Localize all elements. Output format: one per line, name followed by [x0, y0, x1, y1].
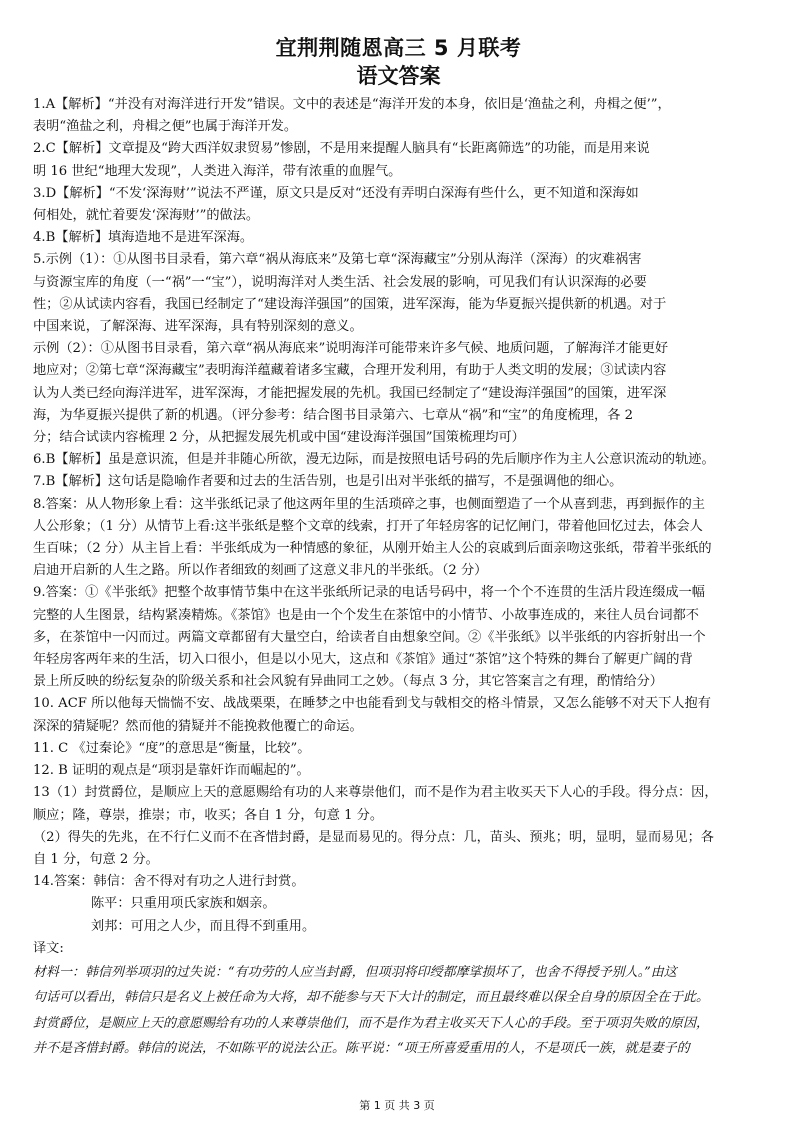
answer-14-details	[33, 893, 764, 937]
answer-line: 完整的人生图景，结构紧凑精炼。《茶馆》也是由一个个发生在茶馆中的小情节、小故事连成的，来往人员台词都不	[33, 607, 699, 623]
answer-line: 刘邦：可用之人少，而且得不到重用。	[91, 918, 316, 934]
translation-label: 译文:	[33, 940, 64, 956]
answer-line: 性；②从试读内容看，我国已经制定了“建设海洋强国”的国策，进军深海，能为华夏振兴提供新的机遇。对于	[33, 296, 667, 312]
answer-line: 启迪开启新的人生之路。所以作者细致的刻画了这意义非凡的半张纸。（2 分）	[33, 563, 488, 579]
answer-line: 自 1 分，句意 2 分。	[33, 851, 159, 867]
answer-line: 表明“渔盐之利，舟楫之便”也属于海洋开发。	[33, 119, 298, 135]
exam-title: 宜荆荆随恩高三 5 月联考	[275, 36, 522, 60]
answer-body	[33, 94, 764, 893]
translation-line: 并不是吝惜封爵。韩信的说法，不如陈平的说法公正。陈平说：“项王所喜爱重用的人，不是项氏一族，就是妻子的	[33, 1041, 690, 1057]
answer-line: 深深的猜疑呢？然而他的猜疑并不能挽救他覆亡的命运。	[33, 718, 363, 734]
answer-line: 6.B【解析】虽是意识流，但是并非随心所欲，漫无边际，而是按照电话号码的先后顺序作为主人公意识流动的轨迹。	[33, 452, 715, 468]
answer-line: 陈平：只重用项氏家族和姻亲。	[91, 896, 276, 912]
answer-line: 景上所反映的纷纭复杂的阶级关系和社会风貌有异曲同工之妙。（每点 3 分，其它答案言之有理，酌情给分）	[33, 674, 663, 690]
answer-line: 认为人类已经向海洋进军，进军深海，才能把握发展的先机。我国已经制定了“建设海洋强国”的国策，进军深	[33, 385, 667, 401]
answer-line: 12. B 证明的观点是“项羽是靠奸诈而崛起的”。	[33, 763, 310, 779]
answer-line: 人公形象；（1 分）从情节上看:这半张纸是整个文章的线索，打开了年轻房客的记忆闸门，带着他回忆过去，体会人	[33, 518, 703, 534]
answer-line: （2）得失的先兆，在不行仁义而不在吝惜封爵，是显而易见的。得分点：几，苗头、预兆；明，显明，显而易见；各	[33, 829, 714, 845]
answer-line: 与资源宝库的角度（一“祸”一“宝”），说明海洋对人类生活、社会发展的影响，可见我们有认识深海的必要	[33, 274, 647, 290]
translation-line: 封赏爵位，是顺应上天的意愿赐给有功的人来尊崇他们，而不是作为君主收买天下人心的手段。至于项羽失败的原因，	[33, 1015, 710, 1031]
answer-line: 2.C【解析】文章提及“跨大西洋奴隶贸易”惨剧，不是用来提醒人脑具有“长距离筛选”的功能，而是用来说	[33, 141, 650, 157]
answer-line: 中国来说，了解深海、进军深海，具有特别深刻的意义。	[33, 319, 363, 335]
answer-line: 顺应；隆，尊崇，推崇；市，收买；各自 1 分，句意 1 分。	[33, 807, 384, 823]
answer-line: 4.B【解析】填海造地不是进军深海。	[33, 230, 254, 246]
answer-line: 5.示例（1）：①从图书目录看，第六章“祸从海底来”及第七章“深海藏宝”分别从海洋（深海）的灾难祸害	[33, 252, 642, 268]
translation-body	[33, 960, 764, 1062]
translation-line: 材料一：韩信列举项羽的过失说：“有功劳的人应当封爵，但项羽将印绶都摩挲损坏了，也舍不得授予别人。”由这	[33, 964, 677, 980]
translation-line: 句话可以看出，韩信只是名义上被任命为大将，却不能参与天下大计的制定，而且最终难以保全自身的原因全在于此。	[33, 990, 710, 1006]
answer-line: 11. C 《过秦论》“度”的意思是“衡量，比较”。	[33, 740, 311, 756]
answer-line: 海，为华夏振兴提供了新的机遇。（评分参考：结合图书目录第六、七章从“祸”和“宝”的角度梳理，各 2	[33, 407, 634, 423]
exam-subtitle: 语文答案	[356, 64, 441, 88]
answer-line: 9.答案：①《半张纸》把整个故事情节集中在这半张纸所记录的电话号码中，将一个个不连贯的生活片段连缀成一幅	[33, 585, 705, 601]
answer-line: 多，在茶馆中一闪而过。两篇文章都留有大量空白，给读者自由想象空间。②《半张纸》以半张纸的内容折射出一个	[33, 629, 706, 645]
answer-line: 10. ACF 所以他每天惴惴不安、战战栗栗，在睡梦之中也能看到戈与戟相交的格斗情景，又怎么能够不对天下人抱有	[33, 696, 711, 712]
answer-line: 地应对；②第七章“深海藏宝”表明海洋蕴藏着诸多宝藏，合理开发利用，有助于人类文明的发展；③试读内容	[33, 363, 667, 379]
answer-line: 13（1）封赏爵位，是顺应上天的意愿赐给有功的人来尊崇他们，而不是作为君主收买天下人心的手段。得分点：因，	[33, 785, 718, 801]
answer-line: 3.D【解析】“不发‘深海财’”说法不严谨，原文只是反对“还没有弄明白深海有些什么，更不知道和深海如	[33, 185, 639, 201]
answer-line: 年轻房客两年来的生活，切入口很小，但是以小见大，这点和《茶馆》通过“茶馆”这个特殊的舞台了解更广阔的背	[33, 652, 693, 668]
page-footer: 第 1 页 共 3 页	[359, 1099, 435, 1112]
answer-line: 8.答案：从人物形象上看：这半张纸记录了他这两年里的生活琐碎之事，也侧面塑造了一个从喜到悲，再到振作的主	[33, 496, 705, 512]
answer-line: 1.A【解析】“并没有对海洋进行开发”错误。文中的表述是“海洋开发的本身，依旧是‘渔盐之利，舟楫之便’”，	[33, 97, 671, 112]
answer-line: 何相处，就忙着要发‘深海财’”的做法。	[33, 208, 260, 224]
answer-line: 分；结合试读内容梳理 2 分，从把握发展先机或中国“建设海洋强国”国策梳理均可）	[33, 430, 525, 446]
answer-line: 14.答案：韩信：舍不得对有功之人进行封赏。	[33, 874, 305, 890]
answer-line: 7.B【解析】这句话是隐喻作者要和过去的生活告别，也是引出对半张纸的描写，不是强调他的细心。	[33, 474, 623, 490]
answer-line: 明 16 世纪“地理大发现”，人类进入海洋，带有浓重的血腥气。	[33, 163, 402, 179]
answer-line: 示例（2）：①从图书目录看，第六章“祸从海底来”说明海洋可能带来许多气候、地质问题，了解海洋才能更好	[33, 341, 669, 357]
answer-line: 生百味；（2 分）从主旨上看：半张纸成为一种情感的象征，从刚开始主人公的哀戚到后面亲吻这张纸，带着半张纸的	[33, 541, 712, 557]
